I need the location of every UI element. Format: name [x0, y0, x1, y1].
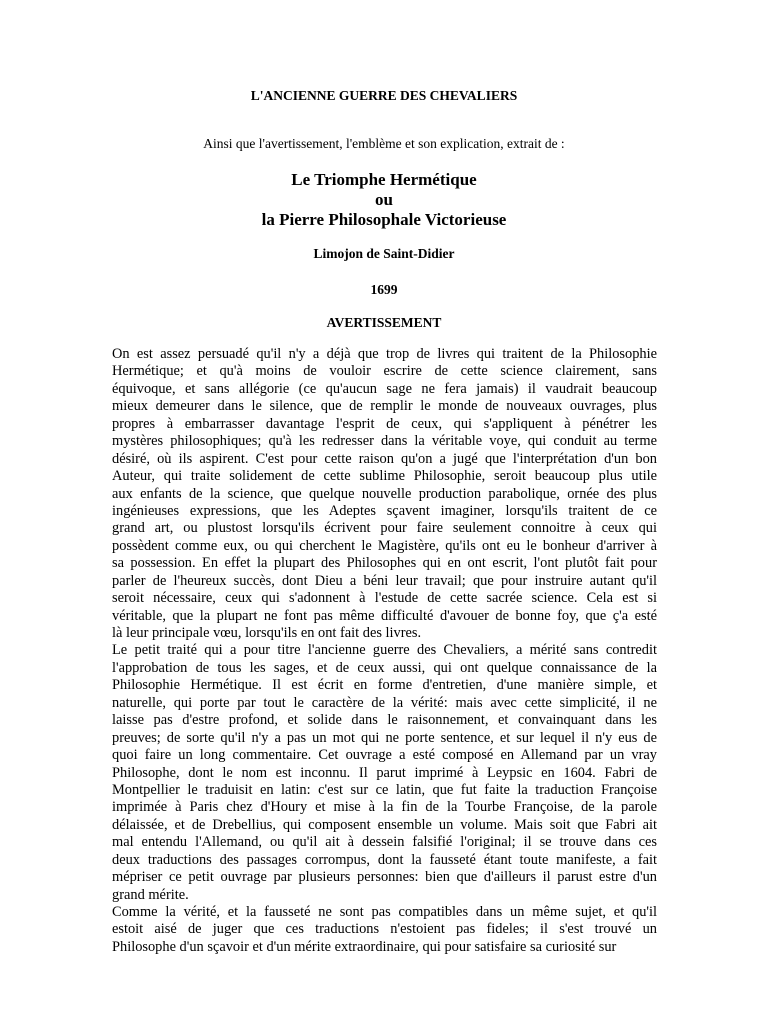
body-line: Philosophie Hermétique. Il est écrit en forme d'entretien, d'une manière simple, et [112, 677, 657, 694]
body-line: possèdent comme eux, ou qui cherchent le Magistère, qu'ils ont eu le bonheur d'arriver à [112, 537, 657, 554]
intro-line: Ainsi que l'avertissement, l'emblème et son explication, extrait de : [203, 136, 565, 151]
body-text [112, 346, 657, 956]
body-line: mépriser ce petit ouvrage par plusieurs personnes: bien que d'ailleurs il parust estre d'un [112, 869, 657, 886]
document-title: L'ANCIENNE GUERRE DES CHEVALIERS [250, 88, 518, 103]
work-title-line-1: Le Triomphe Hermétique [291, 170, 477, 189]
body-line: mystères philosophiques; qu'à les redresser dans la véritable voye, qui conduit au terme [112, 433, 657, 450]
body-line: Philosophe, dont le nom est inconnu. Il parut imprimé à Leypsic en 1604. Fabri de [112, 764, 657, 781]
body-line: Comme la vérité, et la fausseté ne sont pas compatibles dans un même sujet, et qu'il [112, 904, 657, 920]
body-line: Philosophe d'un sçavoir et d'un mérite extraordinaire, qui pour satisfaire sa curiosité sur [112, 938, 617, 955]
body-line: délaissée, et de Drebellius, qui composent ensemble un volume. Mais soit que Fabri ait [112, 816, 657, 833]
body-line: Le petit traité qui a pour titre l'ancienne guerre des Chevaliers, a mérité sans contredit [112, 642, 657, 659]
body-line: désiré, où ils aspirent. C'est pour cette raison qu'on a jugé que l'interprétation d'un bon [112, 450, 657, 467]
body-line: estoit aisé de juger que ces traductions n'estoient pas fideles; il s'est trouvé un [112, 921, 657, 938]
body-line: On est assez persuadé qu'il n'y a déjà que trop de livres qui traitent de la Philosophie [112, 346, 657, 362]
body-line: grand mérite. [112, 886, 189, 903]
body-line: Montpellier le traduisit en latin: c'est sur ce latin, que fut faite la traduction Françoise [112, 781, 657, 798]
body-line: naturelle, qui porte par tout le caractère de la vérité: mais avec cette simplicité, il ne [112, 694, 657, 711]
body-line: deux traductions des passages corrompus, dont la fausseté étant toute manifeste, a fait [112, 851, 657, 868]
body-line: quoi faire un long commentaire. Cet ouvrage a esté composé en Allemand par un vray [112, 747, 657, 764]
body-line: sa possession. En effet la plupart des Philosophes qui en ont escrit, l'ont plutôt fait pour [112, 555, 657, 572]
publication-year: 1699 [370, 282, 398, 297]
body-line: véritable, que la plupart ne font pas même difficulté d'avouer de bonne foy, que ç'a esté [112, 607, 657, 624]
body-line: parler de l'heureux succès, dont Dieu a béni leur travail; que pour instruire autant qu'il [112, 572, 657, 589]
body-line: imprimée à Paris chez d'Houry et mise à la fin de la Tourbe Françoise, de la parole [112, 799, 657, 816]
body-line: aux enfants de la science, que quelque nouvelle production parabolique, ornée des plus [112, 485, 657, 502]
body-line: grand art, ou plustost lorsqu'ils écrivent pour faire seulement connoitre à ceux qui [112, 520, 657, 537]
work-title-line-3: la Pierre Philosophale Victorieuse [261, 210, 507, 229]
body-line: ingénieuses expressions, que les Adeptes sçavent imaginer, lorsqu'ils traitent de ce [112, 502, 657, 519]
body-line: mieux demeurer dans le silence, que de remplir le monde de nouveaux ouvrages, plus [112, 398, 657, 415]
body-line: Auteur, qui traite solidement de cette sublime Philosophie, seroit beaucoup plus utile [112, 468, 657, 485]
work-title-line-2: ou [375, 190, 393, 209]
body-line: mal entendu l'Allemand, ou qu'il ait à dessein falsifié l'original; il se trouve dans ces [112, 834, 657, 851]
body-line: preuves; de sorte qu'il n'y a pas un mot qui ne porte sentence, et sur lequel il n'y eus de [112, 729, 657, 746]
body-line: l'approbation de tous les sages, et de ceux aussi, qui ont quelque connaissance de la [112, 659, 657, 676]
section-heading: AVERTISSEMENT [326, 315, 442, 330]
body-line: Hermétique; et qu'à moins de vouloir escrire de cette science clairement, sans [112, 363, 657, 380]
work-title [0, 170, 768, 230]
body-line: là leur principale vœu, lorsqu'ils en ont fait des livres. [112, 625, 422, 641]
body-line: équivoque, et sans allégorie (ce qu'aucun sage ne fera jamais) il vaudrait beaucoup [112, 380, 657, 397]
body-line: laisse pas d'estre profond, et solide dans le raisonnement, et convainquant dans les [112, 712, 657, 729]
body-line: propres à embarrasser davantage l'esprit de ceux, qui s'appliquent à pénétrer les [112, 415, 657, 432]
body-line: seroit nécessaire, ceux qui s'adonnent à l'estude de cette sacrée science. Cela est si [112, 590, 657, 607]
author-name: Limojon de Saint-Didier [313, 246, 455, 261]
